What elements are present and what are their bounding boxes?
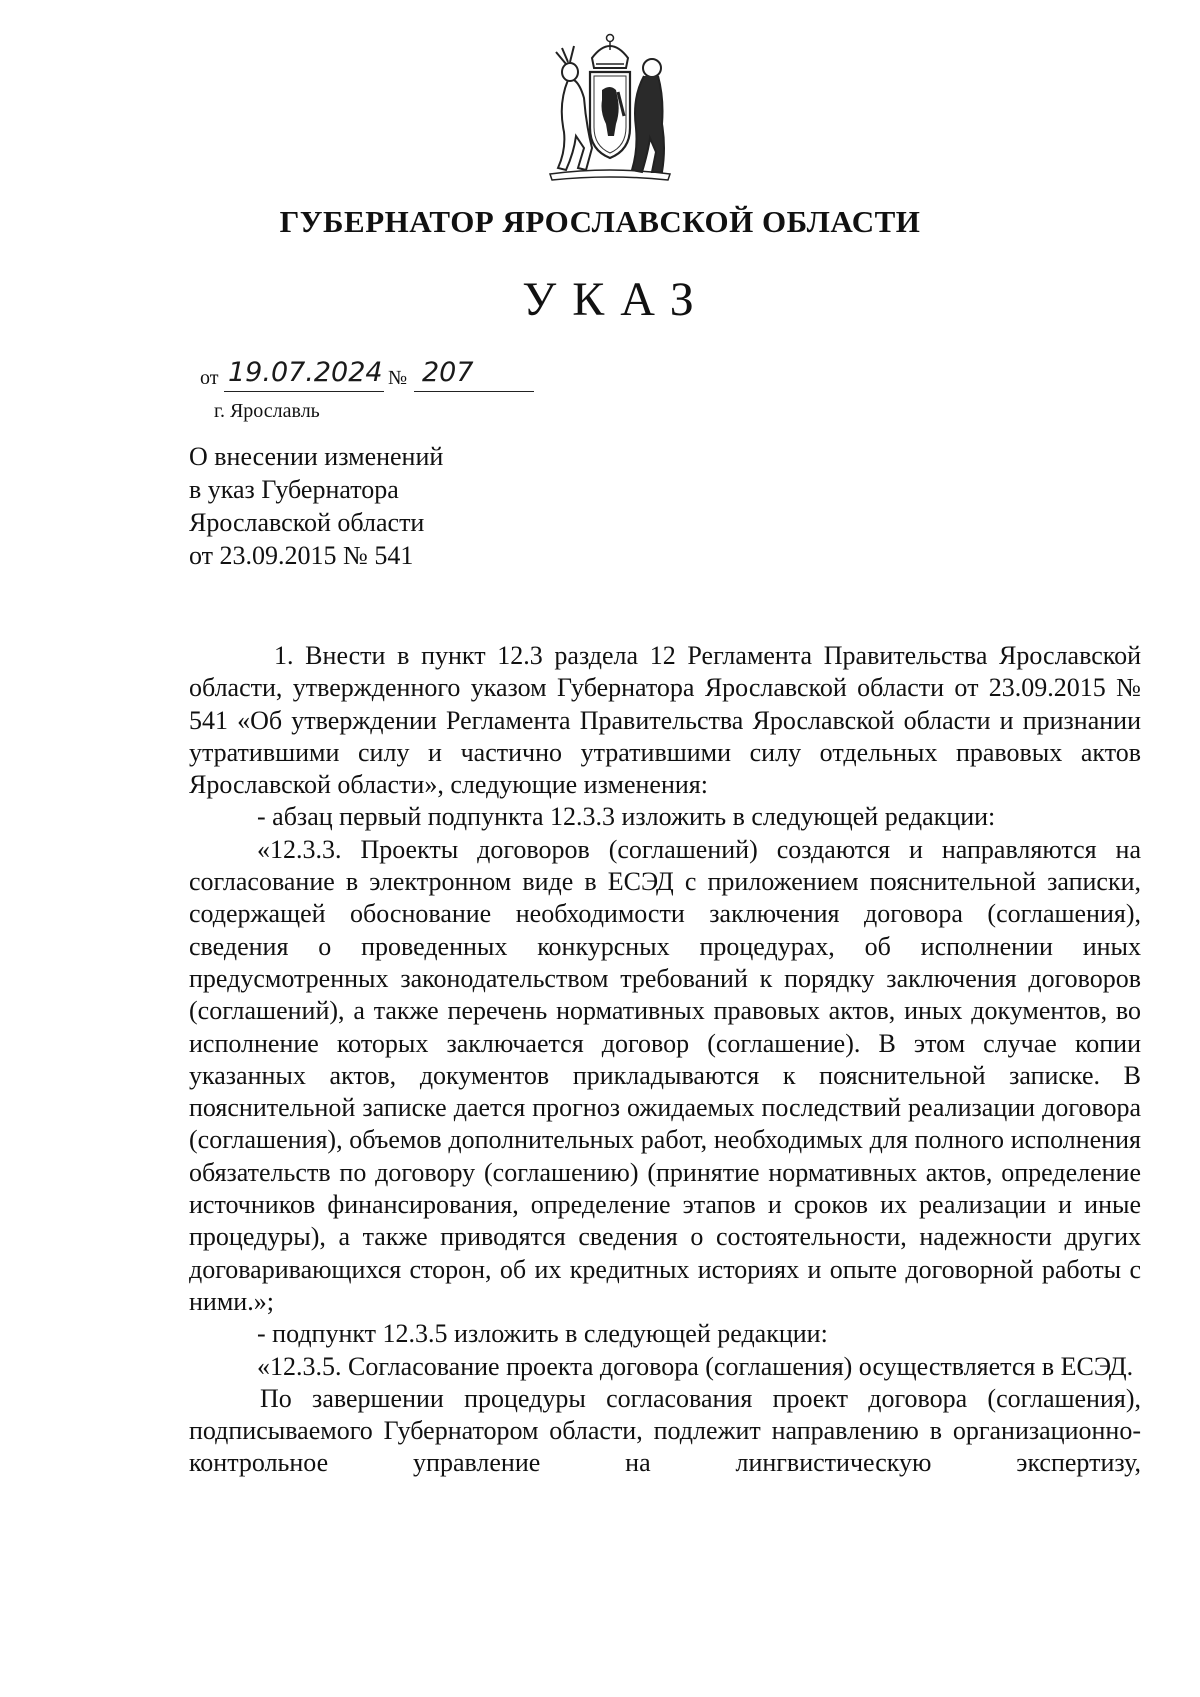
- number-underline: [414, 391, 534, 392]
- paragraph: По завершении процедуры согласования проект договора (соглашения), подписываемого Губернатором области, подлежит направлению в организационно-контрольное управление на лингвистическую экспертизу,: [189, 1383, 1141, 1478]
- city-name: г. Ярославль: [214, 400, 320, 422]
- issuing-authority-title: ГУБЕРНАТОР ЯРОСЛАВСКОЙ ОБЛАСТИ: [279, 204, 921, 239]
- document-body: [189, 640, 1141, 1480]
- paragraph: - подпункт 12.3.5 изложить в следующей редакции:: [257, 1319, 828, 1349]
- date-underline: [224, 391, 384, 392]
- document-type-title: УКАЗ: [522, 273, 710, 326]
- paragraph: - абзац первый подпункта 12.3.3 изложить в следующей редакции:: [257, 802, 996, 832]
- paragraph: «12.3.5. Согласование проекта договора (соглашения) осуществляется в ЕСЭД.: [257, 1351, 1134, 1381]
- paragraph: 1. Внести в пункт 12.3 раздела 12 Регламента Правительства Ярославской области, утвержденного указом Губернатора Ярославской области от 23.09.2015 № 541 «Об утверждении Регламента Правительства Ярославской области и признании утратившими силу и частично утратившими силу отдельных правовых актов Ярославской области», следующие изменения:: [189, 641, 1141, 800]
- paragraph: «12.3.3. Проекты договоров (соглашений) создаются и направляются на согласование в электронном виде в ЕСЭД с приложением пояснительной записки, содержащей обоснование необходимости заключения договора (соглашения), сведения о проведенных конкурсных процедурах, об исполнении иных предусмотренных законодательством требований к порядку заключения договоров (соглашений), а также перечень нормативных правовых актов, иных документов, во исполнение которых заключается договор (соглашение). В этом случае копии указанных актов, документов прикладываются к пояснительной записке. В пояснительной записке дается прогноз ожидаемых последствий реализации договора (соглашения), объемов дополнительных работ, необходимых для полного исполнения обязательств по договору (соглашению) (принятие нормативных актов, определение источников финансирования, определение этапов и сроков их реализации и иные процедуры), а также приводятся сведения о состоятельности, надежности других договаривающихся сторон, об их кредитных историях и опыте договорной работы с ними.»;: [189, 834, 1141, 1316]
- subject-line: от 23.09.2015 № 541: [189, 541, 414, 570]
- subject-line: О внесении изменений: [189, 442, 444, 471]
- handwritten-date: 19.07.2024: [228, 357, 383, 388]
- handwritten-number: 207: [422, 357, 474, 388]
- subject-line: в указ Губернатора: [189, 475, 399, 504]
- document-subject: [189, 440, 443, 572]
- subject-line: Ярославской области: [189, 508, 425, 537]
- number-prefix: №: [388, 367, 408, 389]
- date-prefix: от: [200, 367, 219, 389]
- coat-of-arms-emblem: [540, 28, 680, 188]
